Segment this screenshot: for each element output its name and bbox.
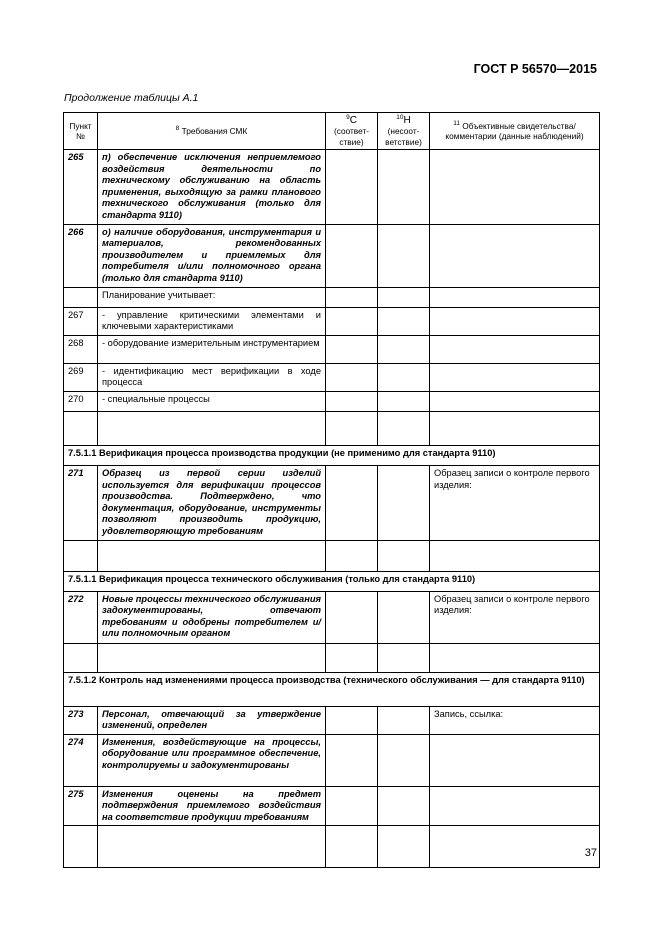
compliance-cell — [326, 786, 378, 826]
item-number — [64, 826, 98, 868]
compliance-cell — [326, 540, 378, 571]
item-number: 266 — [64, 224, 98, 287]
requirement-text — [98, 643, 326, 672]
compliance-cell — [326, 465, 378, 540]
requirement-text: - оборудование измерительным инструментарием — [98, 335, 326, 363]
requirement-text: Изменения, воздействующие на процессы, оборудование или программное обеспечение, контролируемы и задокументированы — [98, 734, 326, 786]
item-number: 267 — [64, 307, 98, 335]
table-row — [64, 411, 600, 445]
item-number — [64, 411, 98, 445]
noncompliance-cell — [378, 307, 430, 335]
noncompliance-cell — [378, 734, 430, 786]
table-row — [64, 786, 600, 826]
table-row — [64, 706, 600, 734]
requirement-text — [98, 411, 326, 445]
table-row — [64, 465, 600, 540]
compliance-cell — [326, 150, 378, 225]
section-row — [64, 571, 600, 591]
evidence-cell — [430, 391, 600, 411]
requirement-text: - управление критическими элементами и ключевыми характеристиками — [98, 307, 326, 335]
requirement-text — [98, 540, 326, 571]
noncompliance-cell — [378, 391, 430, 411]
table-row — [64, 335, 600, 363]
requirement-text: о) наличие оборудования, инструментария и материалов, рекомендованных производителем и приемлемых для потребителя и/или полномочного органа (только для стандарта 9110) — [98, 224, 326, 287]
section-title: 7.5.1.2 Контроль над изменениями процесса производства (технического обслуживания — для стандарта 9110) — [64, 672, 600, 706]
noncompliance-cell — [378, 826, 430, 868]
evidence-cell: Запись, ссылка: — [430, 706, 600, 734]
noncompliance-cell — [378, 786, 430, 826]
noncompliance-cell — [378, 465, 430, 540]
compliance-cell — [326, 591, 378, 643]
requirements-table — [63, 112, 600, 868]
noncompliance-cell — [378, 335, 430, 363]
requirement-text: - идентификацию мест верификации в ходе процесса — [98, 363, 326, 391]
page-number: 37 — [584, 847, 597, 859]
table-row — [64, 307, 600, 335]
compliance-cell — [326, 287, 378, 307]
section-row — [64, 445, 600, 465]
evidence-cell: Образец записи о контроле первого изделия: — [430, 591, 600, 643]
requirement-text: Персонал, отвечающий за утверждение изменений, определен — [98, 706, 326, 734]
requirement-text: п) обеспечение исключения неприемлемого воздействия деятельности по техническому обслуживанию на область применения, выходящую за рамки планового технического обслуживания (только для стандарта 9110) — [98, 150, 326, 225]
evidence-cell — [430, 826, 600, 868]
item-number — [64, 540, 98, 571]
header-requirements: $^8$ Требования СМК — [98, 113, 326, 150]
item-number — [64, 287, 98, 307]
item-number: 268 — [64, 335, 98, 363]
table-row — [64, 734, 600, 786]
table-row — [64, 363, 600, 391]
item-number: 274 — [64, 734, 98, 786]
evidence-cell — [430, 411, 600, 445]
section-title: 7.5.1.1 Верификация процесса производства продукции (не применимо для стандарта 9110) — [64, 445, 600, 465]
compliance-cell — [326, 335, 378, 363]
evidence-cell — [430, 307, 600, 335]
table-header-row — [64, 113, 600, 150]
item-number: 271 — [64, 465, 98, 540]
table-row — [64, 540, 600, 571]
evidence-cell: Образец записи о контроле первого изделия: — [430, 465, 600, 540]
requirement-text — [98, 826, 326, 868]
item-number: 275 — [64, 786, 98, 826]
header-compliance: $^9$С (соответ-ствие) — [326, 113, 378, 150]
evidence-cell — [430, 786, 600, 826]
noncompliance-cell — [378, 287, 430, 307]
table-row — [64, 224, 600, 287]
compliance-cell — [326, 307, 378, 335]
evidence-cell — [430, 363, 600, 391]
table-row — [64, 643, 600, 672]
compliance-cell — [326, 363, 378, 391]
item-number: 265 — [64, 150, 98, 225]
noncompliance-cell — [378, 591, 430, 643]
table-row — [64, 591, 600, 643]
evidence-cell — [430, 643, 600, 672]
compliance-cell — [326, 411, 378, 445]
item-number: 269 — [64, 363, 98, 391]
requirement-text: - специальные процессы — [98, 391, 326, 411]
header-noncompliance: $^{10}$Н (несоот-ветствие) — [378, 113, 430, 150]
table-row — [64, 826, 600, 868]
requirement-text: Планирование учитывает: — [98, 287, 326, 307]
table-row — [64, 150, 600, 225]
document-code: ГОСТ Р 56570—2015 — [473, 62, 597, 76]
evidence-cell — [430, 287, 600, 307]
compliance-cell — [326, 643, 378, 672]
item-number: 270 — [64, 391, 98, 411]
item-number — [64, 643, 98, 672]
noncompliance-cell — [378, 363, 430, 391]
evidence-cell — [430, 734, 600, 786]
table-body — [64, 150, 600, 868]
noncompliance-cell — [378, 150, 430, 225]
section-title: 7.5.1.1 Верификация процесса технического обслуживания (только для стандарта 9110) — [64, 571, 600, 591]
noncompliance-cell — [378, 540, 430, 571]
noncompliance-cell — [378, 411, 430, 445]
evidence-cell — [430, 540, 600, 571]
evidence-cell — [430, 335, 600, 363]
evidence-cell — [430, 224, 600, 287]
requirement-text: Новые процессы технического обслуживания задокументированы, отвечают требованиям и одобрены потребителем и/или полномочным органом — [98, 591, 326, 643]
table-row — [64, 287, 600, 307]
compliance-cell — [326, 391, 378, 411]
section-row — [64, 672, 600, 706]
compliance-cell — [326, 826, 378, 868]
item-number: 272 — [64, 591, 98, 643]
compliance-cell — [326, 224, 378, 287]
item-number: 273 — [64, 706, 98, 734]
evidence-cell — [430, 150, 600, 225]
compliance-cell — [326, 734, 378, 786]
requirement-text: Изменения оценены на предмет подтверждения приемлемого воздействия на соответствие продукции требованиям — [98, 786, 326, 826]
table-row — [64, 391, 600, 411]
noncompliance-cell — [378, 706, 430, 734]
noncompliance-cell — [378, 224, 430, 287]
header-evidence: $^{11}$ Объективные свидетельства/ комментарии (данные наблюдений) — [430, 113, 600, 150]
compliance-cell — [326, 706, 378, 734]
requirement-text: Образец из первой серии изделий используется для верификации процессов производства. Подтверждено, что документация, оборудование, инструменты позволяют производить продукцию, удовлетворяющую требованиям — [98, 465, 326, 540]
noncompliance-cell — [378, 643, 430, 672]
header-num: Пункт № — [64, 113, 98, 150]
table-caption: Продолжение таблицы А.1 — [64, 92, 199, 104]
